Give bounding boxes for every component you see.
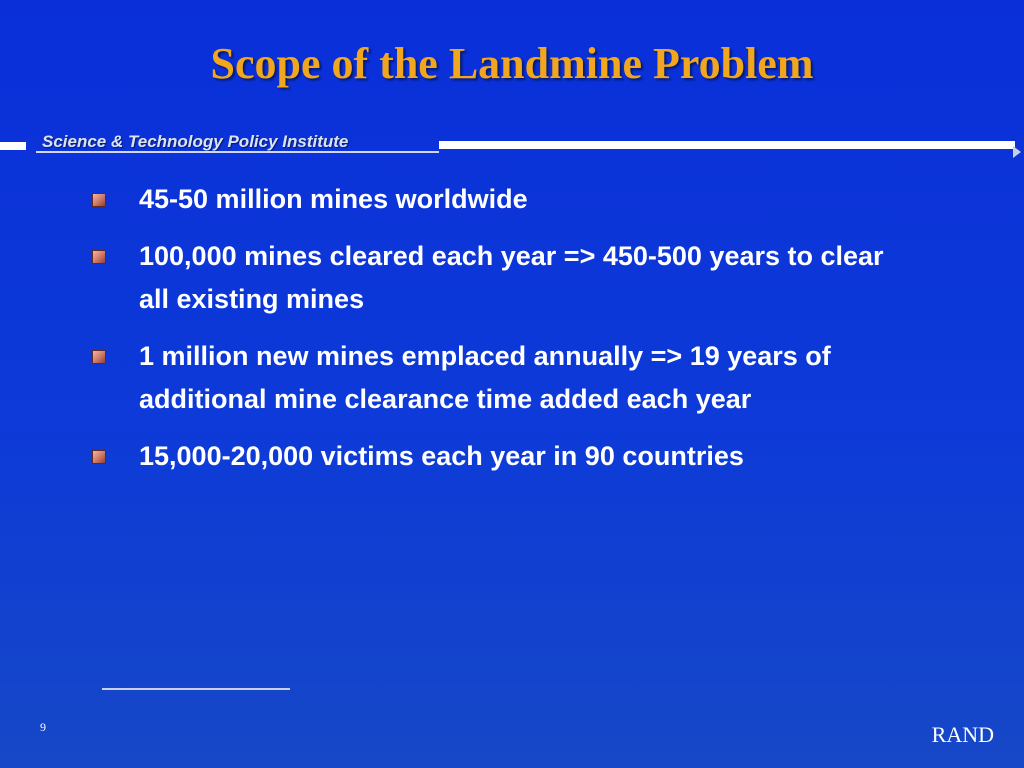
institute-band xyxy=(0,130,1024,160)
institute-underline xyxy=(36,151,439,153)
arrow-right-icon xyxy=(1013,146,1021,158)
page-number: 9 xyxy=(40,720,46,734)
square-bullet-icon xyxy=(92,450,106,464)
bullet-item xyxy=(90,335,920,421)
square-bullet-icon xyxy=(92,193,106,207)
bullet-text: 100,000 mines cleared each year => 450-500 years to clear all existing mines xyxy=(139,241,884,314)
square-bullet-icon xyxy=(92,250,106,264)
band-bar-left xyxy=(0,142,26,150)
bullet-text: 45-50 million mines worldwide xyxy=(139,184,528,214)
bullet-text: 15,000-20,000 victims each year in 90 countries xyxy=(139,441,744,471)
bullet-item xyxy=(90,435,920,478)
slide-title: Scope of the Landmine Problem xyxy=(210,39,814,88)
rand-logo-text: RAND xyxy=(931,722,994,747)
bullet-item xyxy=(90,178,920,221)
bullet-text: 1 million new mines emplaced annually => 19 years of additional mine clearance time added each year xyxy=(139,341,831,414)
band-bar-right xyxy=(439,141,1015,149)
bullet-item xyxy=(90,235,920,321)
square-bullet-icon xyxy=(92,350,106,364)
bullet-list xyxy=(90,178,920,492)
footnote-divider xyxy=(102,688,290,690)
institute-label: Science & Technology Policy Institute xyxy=(42,132,349,151)
